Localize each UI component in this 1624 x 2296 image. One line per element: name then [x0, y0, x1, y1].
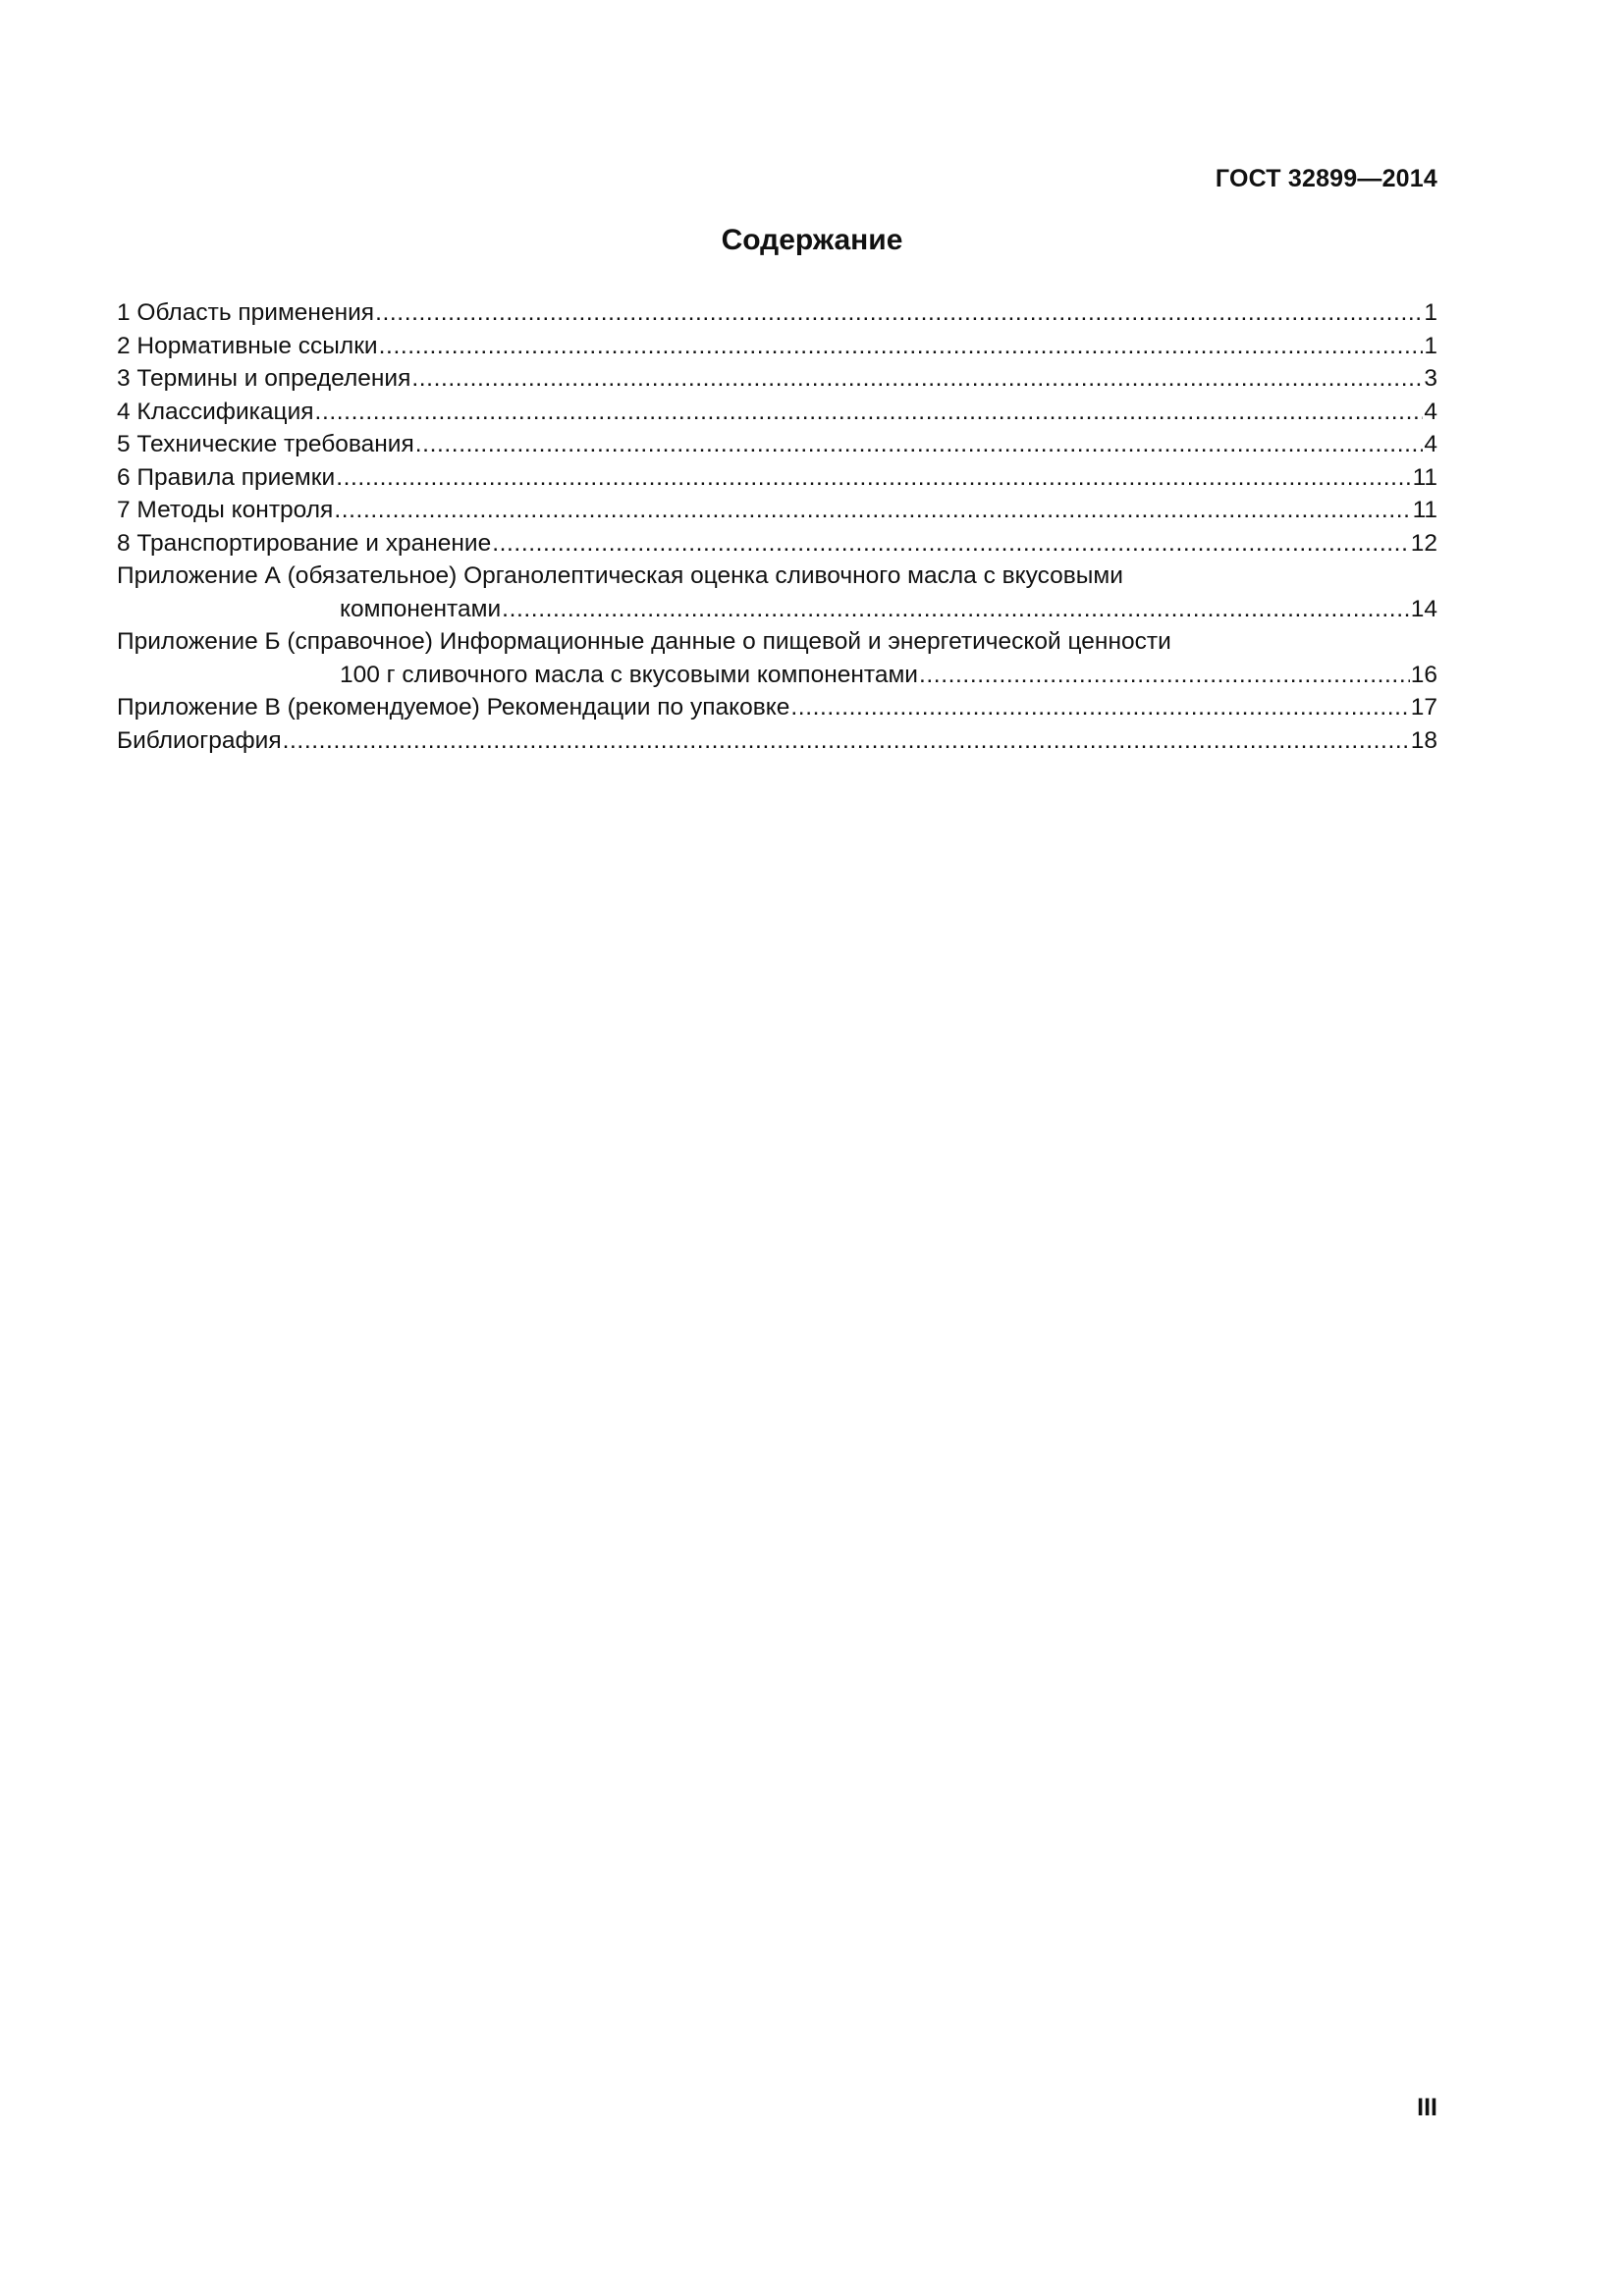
toc-entry-label: Приложение В (рекомендуемое) Рекомендации по упаковке — [117, 694, 790, 721]
toc-entry-technical-requirements[interactable] — [117, 428, 1437, 461]
toc-leader-dots — [336, 461, 1411, 495]
toc-entry-scope[interactable] — [117, 296, 1437, 330]
toc-leader-dots — [411, 362, 1423, 396]
toc-leader-dots — [315, 396, 1424, 429]
toc-row — [117, 724, 1437, 758]
page-number: III — [1417, 2094, 1437, 2121]
toc-entry-page: 11 — [1412, 497, 1437, 523]
toc-leader-dots — [502, 593, 1410, 626]
toc-entry-page: 17 — [1410, 694, 1437, 721]
toc-entry-transport-storage[interactable] — [117, 527, 1437, 561]
toc-entry-appendix-a[interactable] — [117, 560, 1437, 625]
toc-row — [117, 560, 1437, 593]
toc-leader-dots — [375, 296, 1423, 330]
toc-title: Содержание — [721, 224, 903, 256]
toc-entry-appendix-v[interactable] — [117, 691, 1437, 724]
toc-entry-page: 11 — [1412, 463, 1437, 491]
toc-entry-label-continuation: 100 г сливочного масла с вкусовыми компонентами — [340, 661, 918, 688]
toc-entry-bibliography[interactable] — [117, 724, 1437, 758]
toc-row — [117, 362, 1437, 396]
toc-entry-page: 18 — [1410, 726, 1437, 754]
table-of-contents — [117, 296, 1437, 757]
toc-entry-page: 1 — [1424, 332, 1437, 359]
toc-entry-normative-references[interactable] — [117, 330, 1437, 363]
toc-entry-page: 4 — [1424, 398, 1437, 425]
toc-row — [117, 330, 1437, 363]
toc-leader-dots — [334, 494, 1411, 527]
toc-entry-label: 1 Область применения — [117, 299, 375, 326]
toc-entry-page: 4 — [1424, 431, 1437, 457]
toc-entry-label: Библиография — [117, 726, 282, 754]
toc-entry-page: 3 — [1424, 365, 1437, 392]
toc-entry-label-continuation: компонентами — [340, 595, 502, 622]
toc-leader-dots — [790, 691, 1409, 724]
toc-entry-page: 14 — [1410, 595, 1437, 622]
toc-entry-control-methods[interactable] — [117, 494, 1437, 527]
toc-entry-label: Приложение Б (справочное) Информационные данные о пищевой и энергетической ценности — [117, 628, 1171, 655]
toc-leader-dots — [492, 527, 1410, 561]
toc-leader-dots — [919, 659, 1410, 692]
toc-entry-terms-definitions[interactable] — [117, 362, 1437, 396]
toc-row — [117, 625, 1437, 659]
toc-row — [117, 428, 1437, 461]
toc-entry-acceptance-rules[interactable] — [117, 461, 1437, 495]
document-code: ГОСТ 32899—2014 — [1215, 165, 1437, 192]
toc-row — [117, 461, 1437, 495]
toc-entry-page: 16 — [1410, 661, 1437, 688]
toc-entry-label: 6 Правила приемки — [117, 463, 336, 491]
toc-leader-dots — [283, 724, 1410, 758]
toc-entry-label: 3 Термины и определения — [117, 365, 411, 392]
toc-row — [117, 396, 1437, 429]
toc-entry-label: 8 Транспортирование и хранение — [117, 529, 492, 557]
toc-row — [117, 494, 1437, 527]
toc-entry-appendix-b[interactable] — [117, 625, 1437, 691]
toc-entry-page: 12 — [1410, 529, 1437, 557]
toc-row — [117, 296, 1437, 330]
toc-entry-label: 4 Классификация — [117, 398, 314, 425]
toc-row-continuation — [117, 593, 1437, 626]
toc-entry-label: Приложение А (обязательное) Органолептическая оценка сливочного масла с вкусовыми — [117, 562, 1123, 589]
toc-entry-label: 5 Технические требования — [117, 431, 414, 457]
toc-row — [117, 691, 1437, 724]
toc-entry-label: 2 Нормативные ссылки — [117, 332, 378, 359]
toc-row — [117, 527, 1437, 561]
toc-entry-label: 7 Методы контроля — [117, 497, 334, 523]
toc-leader-dots — [415, 428, 1424, 461]
toc-entry-page: 1 — [1424, 299, 1437, 326]
toc-row-continuation — [117, 659, 1437, 692]
toc-leader-dots — [379, 330, 1424, 363]
toc-entry-classification[interactable] — [117, 396, 1437, 429]
